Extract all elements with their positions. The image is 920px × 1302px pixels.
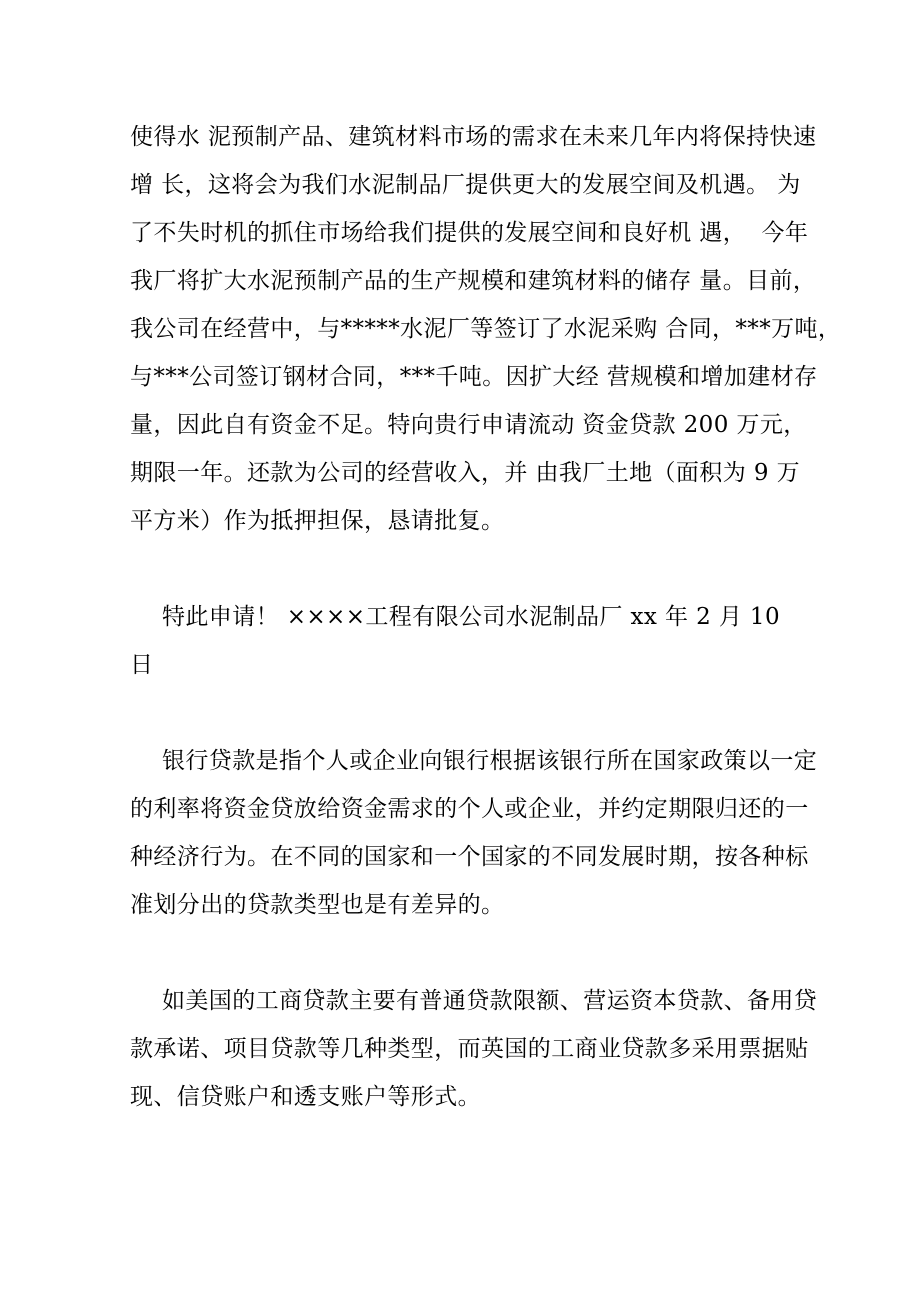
document-content bbox=[130, 113, 850, 1121]
text-line: 使得水 泥预制产品、建筑材料市场的需求在未来几年内将保持快速 bbox=[130, 124, 817, 150]
text-line: 期限一年。还款为公司的经营收入，并 由我厂土地（面积为 9 万 bbox=[130, 460, 800, 486]
text-line: 平方米）作为抵押担保，恳请批复。 bbox=[130, 508, 505, 534]
text-line: 日 bbox=[130, 652, 154, 678]
text-line: 量，因此自有资金不足。特向贵行申请流动 资金贷款 200 万元， bbox=[130, 412, 807, 438]
text-line: 我公司在经营中，与*****水泥厂等签订了水泥采购 合同，***万吨， bbox=[130, 316, 842, 342]
text-line: 银行贷款是指个人或企业向银行根据该银行所在国家政策以一定 bbox=[162, 748, 818, 774]
text-line: 增 长，这将会为我们水泥制品厂提供更大的发展空间及机遇。 为 bbox=[130, 172, 801, 198]
text-line: 如美国的工商贷款主要有普通贷款限额、营运资本贷款、备用贷 bbox=[162, 988, 818, 1014]
text-line: 现、信贷账户和透支账户等形式。 bbox=[130, 1084, 481, 1110]
paragraph-loan-application-body bbox=[130, 113, 850, 545]
paragraph-application-signature bbox=[130, 593, 850, 689]
text-line: 种经济行为。在不同的国家和一个国家的不同发展时期，按各种标 bbox=[130, 844, 809, 870]
paragraph-bank-loan-definition bbox=[130, 737, 850, 929]
text-line: 与***公司签订钢材合同，***千吨。因扩大经 营规模和增加建材存 bbox=[130, 364, 818, 390]
text-line: 我厂将扩大水泥预制产品的生产规模和建筑材料的储存 量。目前， bbox=[130, 268, 817, 294]
text-line: 了不失时机的抓住市场给我们提供的发展空间和良好机 遇， 今年 bbox=[130, 220, 809, 246]
text-line: 准划分出的贷款类型也是有差异的。 bbox=[130, 892, 505, 918]
text-line: 的利率将资金贷放给资金需求的个人或企业，并约定期限归还的一 bbox=[130, 796, 809, 822]
text-line: 特此申请！ ××××工程有限公司水泥制品厂 xx 年 2 月 10 bbox=[162, 604, 780, 630]
paragraph-loan-types-examples bbox=[130, 977, 850, 1121]
text-line: 款承诺、项目贷款等几种类型，而英国的工商业贷款多采用票据贴 bbox=[130, 1036, 809, 1062]
